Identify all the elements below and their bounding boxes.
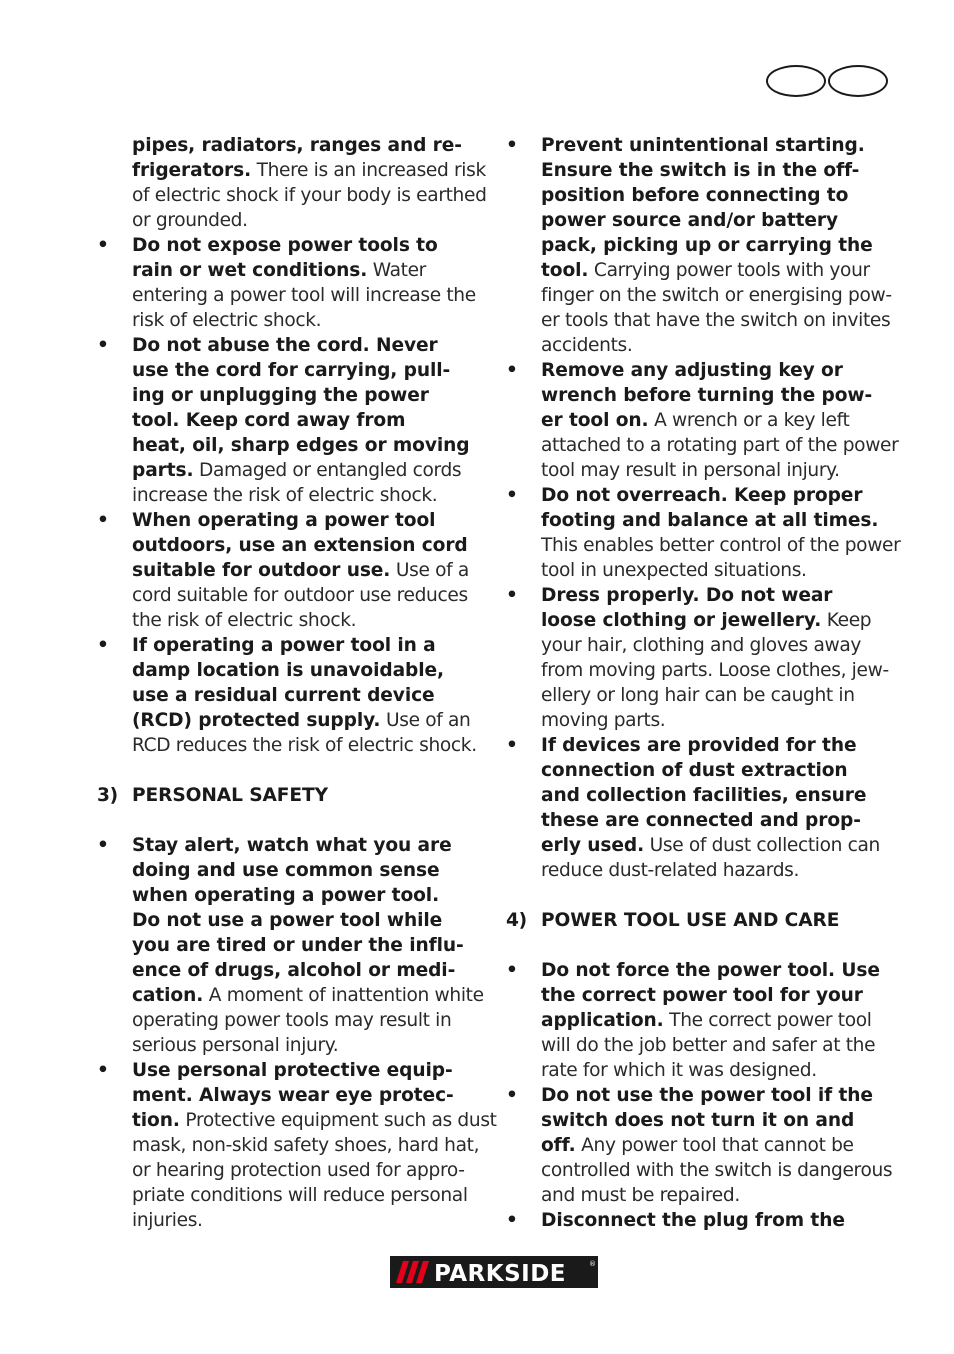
body-text: Protective equipment such as dust (179, 1110, 497, 1131)
language-badge-left (766, 65, 826, 97)
body-text: A moment of inattention white (203, 985, 484, 1006)
bold-text: pipes, radiators, ranges and re- (132, 135, 462, 156)
bold-text: Prevent unintentional starting. (541, 135, 865, 156)
bold-text: Do not use a power tool while (132, 910, 443, 931)
bold-text: footing and balance at all times. (541, 510, 879, 531)
bold-text: and collection facilities, ensure (541, 785, 867, 806)
body-text: ellery or long hair can be caught in (541, 685, 855, 706)
bold-text: tool. (541, 260, 589, 281)
body-text: or hearing protection used for appro- (132, 1160, 465, 1181)
bullet-icon: • (506, 1085, 518, 1106)
bold-text: application. (541, 1010, 664, 1031)
bold-text: When operating a power tool (132, 510, 436, 531)
bold-text: pack, picking up or carrying the (541, 235, 873, 256)
list-item (506, 1208, 891, 1233)
bold-text: loose clothing or jewellery. (541, 610, 822, 631)
body-text: Any power tool that cannot be (575, 1135, 854, 1156)
bold-text: switch does not turn it on and (541, 1110, 855, 1131)
body-text: accidents. (541, 335, 633, 356)
body-text: operating power tools may result in (132, 1010, 452, 1031)
bold-text: cation. (132, 985, 204, 1006)
right-column (506, 133, 901, 1233)
body-text: mask, non-skid safety shoes, hard hat, (132, 1135, 480, 1156)
section-heading (506, 908, 891, 933)
bold-text: wrench before turning the pow- (541, 385, 873, 406)
list-item (97, 233, 476, 333)
left-column (97, 133, 497, 1233)
bold-text: you are tired or under the influ- (132, 935, 464, 956)
language-badges (766, 65, 890, 99)
body-text: your hair, clothing and gloves away (541, 635, 862, 656)
body-text: A wrench or a key left (648, 410, 850, 431)
bullet-icon: • (506, 485, 518, 506)
bold-text: the correct power tool for your (541, 985, 863, 1006)
bold-text: outdoors, use an extension cord (132, 535, 468, 556)
body-text: or grounded. (132, 210, 248, 231)
body-text: RCD reduces the risk of electric shock. (132, 735, 477, 756)
bullet-icon: • (506, 360, 518, 381)
body-text: rate for which it was designed. (541, 1060, 817, 1081)
list-item (506, 133, 891, 358)
bold-text: rain or wet conditions. (132, 260, 368, 281)
registered-mark: ® (589, 1260, 596, 1268)
bold-text: use a residual current device (132, 685, 435, 706)
bold-text: tion. (132, 1110, 180, 1131)
bold-text: If devices are provided for the (541, 735, 857, 756)
body-text: the risk of electric shock. (132, 610, 357, 631)
bullet-icon: • (97, 635, 109, 656)
bold-text: Do not abuse the cord. Never (132, 335, 438, 356)
bold-text: parts. (132, 460, 194, 481)
body-text: Use of dust collection can (644, 835, 880, 856)
bold-text: erly used. (541, 835, 645, 856)
body-text: Carrying power tools with your (588, 260, 870, 281)
bold-text: tool. Keep cord away from (132, 410, 406, 431)
section-title: POWER TOOL USE AND CARE (541, 910, 840, 931)
bold-text: Dress properly. Do not wear (541, 585, 833, 606)
body-text: priate conditions will reduce personal (132, 1185, 468, 1206)
body-text: tool in unexpected situations. (541, 560, 807, 581)
bullet-icon: • (97, 235, 109, 256)
bold-text: Do not use the power tool if the (541, 1085, 873, 1106)
body-text: There is an increased risk (251, 160, 486, 181)
language-badge-right (828, 65, 888, 97)
bullet-icon: • (97, 510, 109, 531)
bold-text: Stay alert, watch what you are (132, 835, 452, 856)
body-text: Damaged or entangled cords (193, 460, 462, 481)
bullet-icon: • (506, 735, 518, 756)
body-text: moving parts. (541, 710, 666, 731)
bullet-icon: • (506, 1210, 518, 1231)
bold-text: when operating a power tool. (132, 885, 440, 906)
parkside-logo (390, 1256, 598, 1288)
bold-text: doing and use common sense (132, 860, 440, 881)
bullet-icon: • (97, 1060, 109, 1081)
list-item (506, 483, 901, 583)
body-text: injuries. (132, 1210, 203, 1231)
section-number: 3) (97, 785, 118, 806)
bold-text: Use personal protective equip- (132, 1060, 453, 1081)
bold-text: off. (541, 1135, 576, 1156)
list-item (97, 1058, 497, 1233)
bullet-icon: • (97, 335, 109, 356)
list-item (506, 958, 891, 1083)
bold-text: Do not force the power tool. Use (541, 960, 880, 981)
bold-text: Disconnect the plug from the (541, 1210, 845, 1231)
body-text: serious personal injury. (132, 1035, 339, 1056)
body-text: and must be repaired. (541, 1185, 740, 1206)
list-item (97, 833, 484, 1058)
list-item (97, 508, 469, 633)
body-text: from moving parts. Loose clothes, jew- (541, 660, 889, 681)
bold-text: ence of drugs, alcohol or medi- (132, 960, 456, 981)
bold-text: (RCD) protected supply. (132, 710, 381, 731)
body-text: controlled with the switch is dangerous (541, 1160, 893, 1181)
body-text: entering a power tool will increase the (132, 285, 476, 306)
body-text: reduce dust-related hazards. (541, 860, 800, 881)
body-text: Water (367, 260, 426, 281)
bold-text: ment. Always wear eye protec- (132, 1085, 454, 1106)
bold-text: If operating a power tool in a (132, 635, 436, 656)
continued-paragraph (97, 133, 487, 233)
section-heading (97, 783, 453, 808)
bold-text: er tool on. (541, 410, 649, 431)
body-text: Keep (821, 610, 872, 631)
bold-text: suitable for outdoor use. (132, 560, 391, 581)
bold-text: damp location is unavoidable, (132, 660, 444, 681)
bold-text: power source and/or battery (541, 210, 839, 231)
bold-text: Remove any adjusting key or (541, 360, 843, 381)
bold-text: these are connected and prop- (541, 810, 861, 831)
logo-text: PARKSIDE (434, 1261, 567, 1287)
body-text: will do the job better and safer at the (541, 1035, 876, 1056)
section-title: PERSONAL SAFETY (132, 785, 328, 806)
bold-text: frigerators. (132, 160, 252, 181)
bullet-icon: • (506, 585, 518, 606)
body-text: cord suitable for outdoor use reduces (132, 585, 468, 606)
body-text: of electric shock if your body is earthed (132, 185, 487, 206)
bold-text: position before connecting to (541, 185, 849, 206)
section-number: 4) (506, 910, 527, 931)
list-item (506, 358, 899, 483)
list-item (506, 583, 891, 733)
body-text: finger on the switch or energising pow- (541, 285, 892, 306)
bullet-icon: • (97, 835, 109, 856)
body-text: Use of an (380, 710, 471, 731)
list-item (97, 633, 477, 758)
body-text: tool may result in personal injury. (541, 460, 840, 481)
bold-text: use the cord for carrying, pull- (132, 360, 451, 381)
body-text: The correct power tool (663, 1010, 872, 1031)
bold-text: Ensure the switch is in the off- (541, 160, 860, 181)
body-text: increase the risk of electric shock. (132, 485, 438, 506)
bold-text: ing or unplugging the power (132, 385, 429, 406)
bullet-icon: • (506, 135, 518, 156)
bold-text: Do not overreach. Keep proper (541, 485, 863, 506)
body-text: er tools that have the switch on invites (541, 310, 891, 331)
list-item (97, 333, 470, 508)
bold-text: connection of dust extraction (541, 760, 848, 781)
body-text: This enables better control of the power (541, 535, 901, 556)
list-item (506, 1083, 891, 1208)
body-text: attached to a rotating part of the power (541, 435, 899, 456)
list-item (506, 733, 891, 883)
body-text: risk of electric shock. (132, 310, 322, 331)
bold-text: Do not expose power tools to (132, 235, 438, 256)
bold-text: heat, oil, sharp edges or moving (132, 435, 470, 456)
bullet-icon: • (506, 960, 518, 981)
body-text: Use of a (390, 560, 469, 581)
